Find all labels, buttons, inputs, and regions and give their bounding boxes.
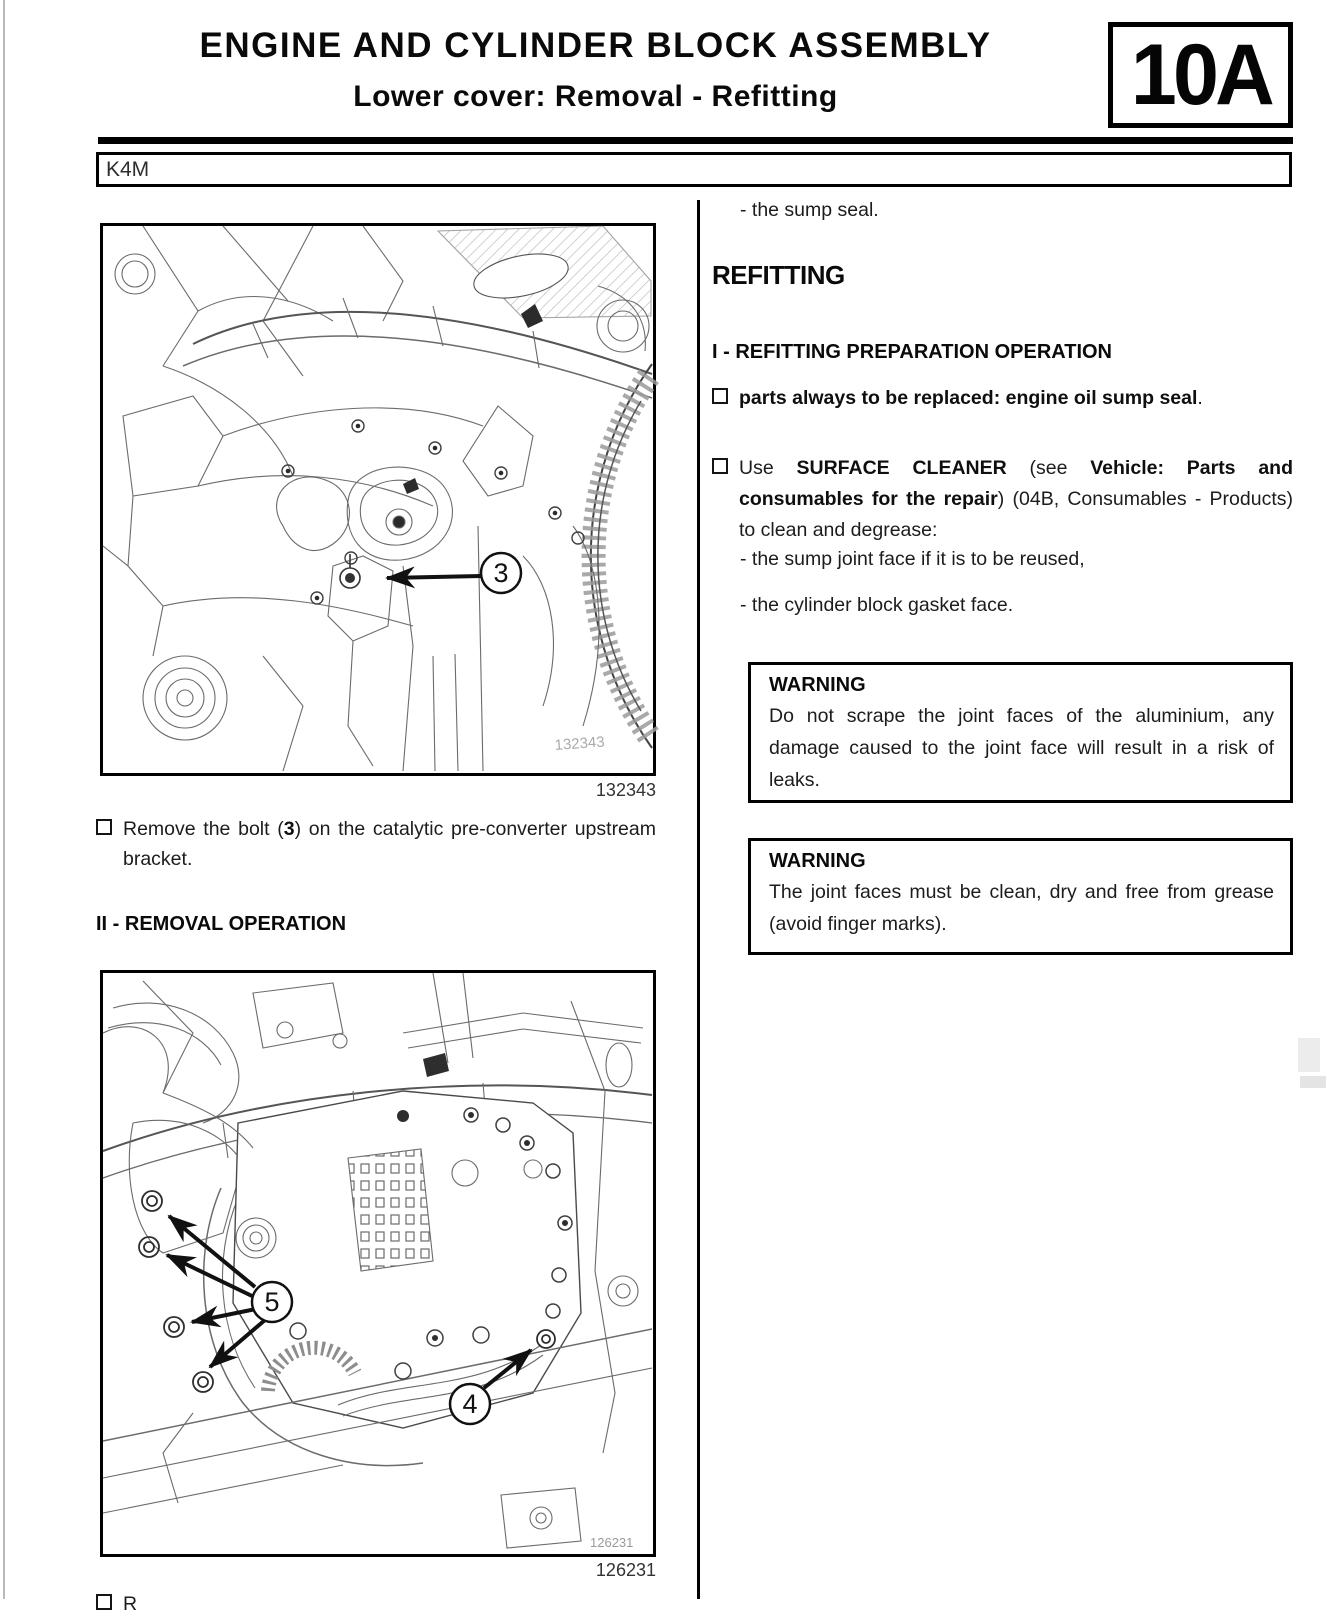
step-surface-cleaner-text	[739, 453, 1293, 546]
header-rule	[98, 137, 1293, 144]
doc-title-line1: ENGINE AND CYLINDER BLOCK ASSEMBLY	[199, 26, 992, 65]
step-text-pre: Remove the bolt (	[123, 818, 284, 840]
figure-2-watermark: 126231	[590, 1535, 634, 1550]
step-remove-bolt	[96, 814, 656, 874]
warning-1-title: WARNING	[769, 674, 866, 696]
dash-item-sump-seal: - the sump seal.	[740, 199, 879, 221]
step-partial-clipped	[96, 1589, 656, 1619]
cleaner-seg5: ) (04B, Consumables - Products) to clean and degrease:	[739, 488, 1293, 541]
cleaner-product-name: SURFACE CLEANER	[796, 457, 1007, 479]
step-remove-bolt-text	[123, 814, 656, 874]
warning-2-body: The joint faces must be clean, dry and free from grease (avoid finger marks).	[769, 881, 1274, 935]
engine-line-drawing-1	[103, 226, 653, 773]
scan-artifact	[1300, 1076, 1326, 1088]
section-heading-removal-operation: II - REMOVAL OPERATION	[96, 913, 347, 935]
cleaner-seg3: (see	[1006, 457, 1091, 479]
step-text-post: ) on the catalytic pre-converter upstream bracket.	[123, 818, 656, 870]
warning-box-2	[748, 838, 1293, 955]
figure-1-caption: 132343	[595, 780, 656, 800]
figure-catalytic-preconverter	[100, 223, 656, 776]
step-parts-replaced-text	[739, 383, 1203, 414]
scan-artifact	[1298, 1038, 1320, 1072]
section-code: 10A	[1130, 26, 1271, 123]
cleaner-seg1: Use	[739, 457, 797, 479]
step-parts-replaced	[712, 383, 1293, 414]
checkbox-bullet-icon	[712, 388, 728, 404]
parts-replaced-bold: parts always to be replaced: engine oil sump seal	[739, 387, 1198, 409]
callout-3-label: 3	[493, 558, 509, 588]
callout-4-label: 4	[462, 1389, 478, 1419]
step-text-bolt-number: 3	[283, 818, 295, 840]
checkbox-bullet-icon	[96, 1594, 112, 1610]
engine-line-drawing-2	[103, 973, 653, 1554]
cleaner-reference-bold: Vehicle: Parts and consumables for the repair	[739, 457, 1293, 510]
callout-5-label: 5	[264, 1287, 280, 1317]
dash-item-sump-joint-face: - the sump joint face if it is to be reused,	[740, 548, 1085, 570]
step-surface-cleaner	[712, 453, 1293, 546]
figure-lower-cover-bolts	[100, 970, 656, 1557]
engine-code-bar	[96, 152, 1292, 187]
checkbox-bullet-icon	[96, 819, 112, 835]
section-code-box	[1108, 22, 1293, 128]
dash-item-cylinder-block: - the cylinder block gasket face.	[740, 594, 1014, 616]
heading-refitting: REFITTING	[712, 260, 845, 290]
parts-replaced-period: .	[1197, 387, 1203, 409]
checkbox-bullet-icon	[712, 458, 728, 474]
figure-1-watermark: 132343	[554, 733, 606, 754]
engine-code-label: K4M	[106, 158, 150, 181]
heading-refitting-preparation: I - REFITTING PREPARATION OPERATION	[712, 341, 1112, 363]
warning-1-body: Do not scrape the joint faces of the aluminium, any damage caused to the joint face will result in a risk of leaks.	[769, 705, 1274, 791]
column-divider	[697, 200, 700, 1599]
warning-2-title: WARNING	[769, 850, 866, 872]
callout-3-arrow	[387, 576, 481, 578]
figure-2-caption: 126231	[595, 1560, 656, 1580]
scan-edge-line	[3, 0, 5, 1599]
warning-box-1	[748, 662, 1293, 803]
step-partial-text: R	[123, 1593, 138, 1615]
doc-title-line2: Lower cover: Removal - Refitting	[353, 80, 838, 113]
